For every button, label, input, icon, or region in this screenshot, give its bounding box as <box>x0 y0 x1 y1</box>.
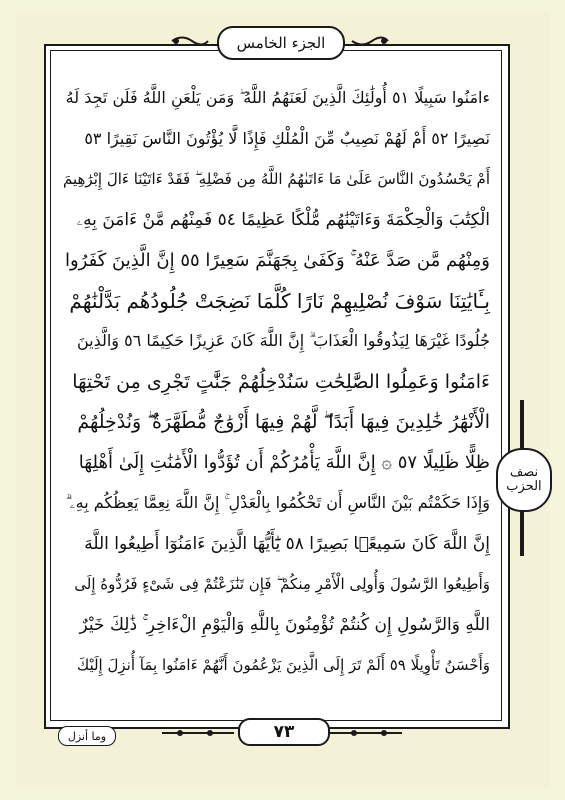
text-line <box>62 402 490 443</box>
catchword-badge <box>58 726 116 746</box>
line-text: الْكِتَٰبَ وَالْحِكْمَةَ وَءَاتَيْنَٰهُم مُّلْكًا عَظِيمًا ٥٤ فَمِنْهُم مَّنْ ءَامَنَ بِهِۦ <box>76 209 490 230</box>
text-line <box>62 281 490 322</box>
line-text: ءَامَنُوا وَعَمِلُوا الصَّٰلِحَٰتِ سَنُدْخِلُهُمْ جَنَّٰتٍ تَجْرِى مِن تَحْتِهَا <box>72 370 490 393</box>
text-line <box>62 645 490 686</box>
footer-ornament-left <box>160 728 236 738</box>
line-text: وَأَحْسَنُ تَأْوِيلًا ٥٩ أَلَمْ تَرَ إِلَى الَّذِينَ يَزْعُمُونَ أَنَّهُمْ ءَامَنُوا بِمَآ أُنزِلَ إِلَيْكَ <box>76 656 490 675</box>
juz-title: الجزء الخامس <box>236 34 326 52</box>
text-line <box>62 483 490 524</box>
text-line <box>62 564 490 605</box>
line-text: وَمِنْهُم مَّن صَدَّ عَنْهُ ۚ وَكَفَىٰ بِجَهَنَّمَ سَعِيرًا ٥٥ إِنَّ الَّذِينَ كَفَرُوا <box>64 249 490 271</box>
line-text: ظِلًّا ظَلِيلًا ٥٧ ۞ إِنَّ اللَّهَ يَأْمُرُكُمْ أَن تُؤَدُّوا الْأَمَٰنَٰتِ إِلَىٰ أَهْلِهَا <box>78 452 490 474</box>
line-text: أَمْ يَحْسُدُونَ النَّاسَ عَلَىٰ مَا ءَاتَىٰهُمُ اللَّهُ مِن فَضْلِهِ ۖ فَقَدْ ءَاتَيْنَا ءَالَ إِبْرَٰهِيمَ <box>63 170 490 189</box>
page-number-badge <box>238 718 330 746</box>
half-hizb-label: نصف الحزب <box>506 465 542 494</box>
line-text: وَإِذَا حَكَمْتُم بَيْنَ النَّاسِ أَن تَحْكُمُوا بِالْعَدْلِ ۚ إِنَّ اللَّهَ نِعِمَّا يَعِظُكُم بِهِۦ ۗ <box>65 493 490 513</box>
text-line <box>62 443 490 484</box>
text-line <box>62 605 490 646</box>
side-ornament-bottom <box>520 508 524 556</box>
side-ornament-top <box>520 400 524 448</box>
footer-ornament-right <box>328 728 404 738</box>
text-line <box>62 78 490 119</box>
page-number: ٧٣ <box>273 722 295 742</box>
text-line <box>62 159 490 200</box>
verse-text-block <box>62 78 490 686</box>
catchword: وما أنزل <box>67 729 107 743</box>
text-line <box>62 240 490 281</box>
line-text: جُلُودًا غَيْرَهَا لِيَذُوقُوا الْعَذَابَ ۗ إِنَّ اللَّهَ كَانَ عَزِيزًا حَكِيمًا ٥٦ وَالَّذِينَ <box>76 331 490 351</box>
line-text: وَأَطِيعُوا الرَّسُولَ وَأُولِى الْأَمْرِ مِنكُمْ ۖ فَإِن تَنَٰزَعْتُمْ فِى شَىْءٍ فَرُدُّوهُ إِلَى <box>74 575 490 594</box>
line-text: ءامَنُوا سَبِيلًا ٥١ أُولَٰئِكَ الَّذِينَ لَعَنَهُمُ اللَّهُ ۖ وَمَن يَلْعَنِ اللَّهُ فَلَن تَجِدَ لَهُ <box>65 88 490 108</box>
text-line <box>62 524 490 565</box>
juz-title-cartouche <box>217 26 345 60</box>
text-line <box>62 200 490 241</box>
line-text: نَصِيرًا ٥٢ أَمْ لَهُمْ نَصِيبٌ مِّنَ الْمُلْكِ فَإِذًا لَّا يُؤْتُونَ النَّاسَ نَقِيرًا ٥٣ <box>84 129 490 149</box>
line-text: إِنَّ اللَّهَ كَانَ سَمِيعًۢا بَصِيرًا ٥٨ يَٰٓأَيُّهَا الَّذِينَ ءَامَنُوٓا أَطِيعُوا اللَّهَ <box>84 533 490 554</box>
line-text: الْأَنْهَٰرُ خَٰلِدِينَ فِيهَا أَبَدًا ۖ لَّهُمْ فِيهَا أَزْوَٰجٌ مُّطَهَّرَةٌ ۖ وَنُدْخِلُهُمْ <box>77 411 490 434</box>
half-hizb-marker <box>496 448 552 512</box>
line-text: بِـَٔايَٰتِنَا سَوْفَ نُصْلِيهِمْ نَارًا كُلَّمَا نَضِجَتْ جُلُودُهُم بَدَّلْنَٰهُمْ <box>69 288 490 313</box>
text-line <box>62 119 490 160</box>
text-line <box>62 321 490 362</box>
line-text: اللَّهِ وَالرَّسُولِ إِن كُنتُمْ تُؤْمِنُونَ بِاللَّهِ وَالْيَوْمِ الْءَاخِرِ ۚ ذَٰلِكَ خَيْرٌ <box>79 614 490 635</box>
text-line <box>62 362 490 403</box>
